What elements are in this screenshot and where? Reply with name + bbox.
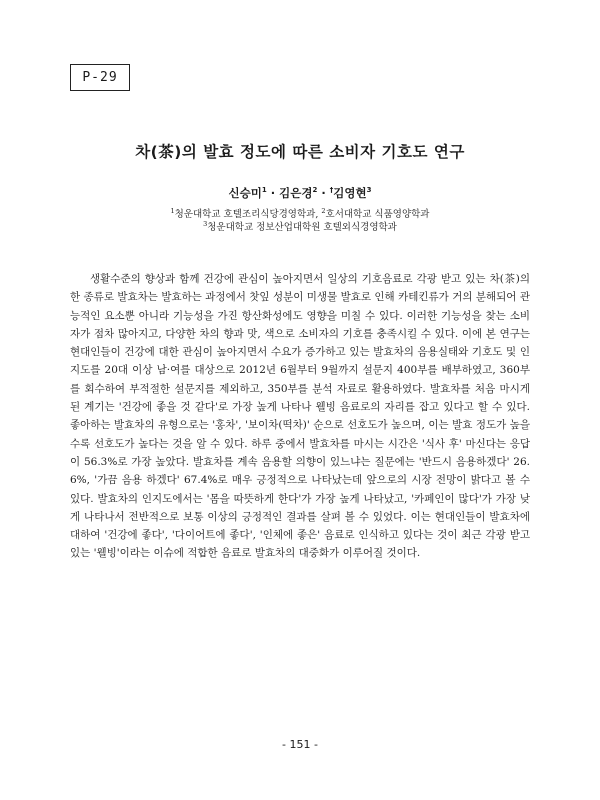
affiliation-3: $^3$청운대학교 정보산업대학원 호텔외식경영학과 xyxy=(203,219,397,233)
author-list xyxy=(0,185,600,201)
author-1: 신승미$^1$ · xyxy=(228,186,280,200)
author-3: †김영현$^3$ xyxy=(329,186,372,200)
affiliation-line-2 xyxy=(0,219,600,234)
page-number: - 151 - xyxy=(282,738,318,751)
affiliation-line-1 xyxy=(0,206,600,221)
affiliation-1: $^1$청운대학교 호텔조리식당경영학과, xyxy=(170,206,322,220)
paper-code: P-29 xyxy=(82,70,118,85)
author-2: 김은경$^2$ · xyxy=(279,186,330,200)
paper-title: 차(茶)의 발효 정도에 따른 소비자 기호도 연구 xyxy=(135,143,465,161)
abstract-body: 생활수준의 향상과 함께 건강에 관심이 높아지면서 일상의 기호음료로 각광 받고 있는 차(茶)의 한 종류로 발효차는 발효하는 과정에서 찻잎 성분이 미생물 발효로 인해 카테킨류가 거의 분해되어 관능적인 요소뿐 아니라 기능성을 가진 항산화성에도 영향을 미칠 수 있다. 이러한 기능성을 찾는 소비자가 점차 많아지고, 다양한 차의 향과 맛, 색으로 소비자의 기호를 충족시킬 수 있다. 이에 본 연구는 현대인들이 건강에 대한 관심이 높아지면서 수요가 증가하고 있는 발효차의 음용실태와 기호도 및 인지도를 20대 이상 남·여를 대상으로 2012년 6월부터 9월까지 설문지 400부를 배부하였고, 360부를 회수하여 부적절한 설문지를 제외하고, 350부를 분석 자료로 활용하였다. 발효차를 처음 마시게 된 계기는 '건강에 좋을 것 같다'로 가장 높게 나타나 웰빙 음료로의 자리를 잡고 있다고 할 수 있다. 좋아하는 발효차의 유형으로는 '홍차', '보이차(떡차)' 순으로 선호도가 높으며, 이는 발효 정도가 높을수록 선호도가 높다는 것을 알 수 있다. 하루 중에서 발효차를 마시는 시간은 '식사 후' 마신다는 응답이 56.3%로 가장 높았다. 발효차를 계속 음용할 의향이 있느냐는 질문에는 '반드시 음용하겠다' 26.6%, '가끔 음용 하겠다' 67.4%로 매우 긍정적으로 나타났는데 앞으로의 시장 전망이 밝다고 볼 수 있다. 발효차의 인지도에서는 '몸을 따뜻하게 한다'가 가장 높게 나타났고, '카페인이 많다'가 가장 낮게 나타나서 전반적으로 보통 이상의 긍정적인 결과를 살펴 볼 수 있었다. 이는 현대인들이 발효차에 대하여 '건강에 좋다', '다이어트에 좋다', '인체에 좋은' 음료로 인식하고 있다는 것이 최근 각광 받고 있는 '웰빙'이라는 이슈에 적합한 음료로 발효차의 대중화가 이루어질 것이다. xyxy=(70,273,530,560)
affiliation-2: $^2$호서대학교 식품영양학과 xyxy=(321,206,430,220)
paper-code-box xyxy=(70,64,130,91)
